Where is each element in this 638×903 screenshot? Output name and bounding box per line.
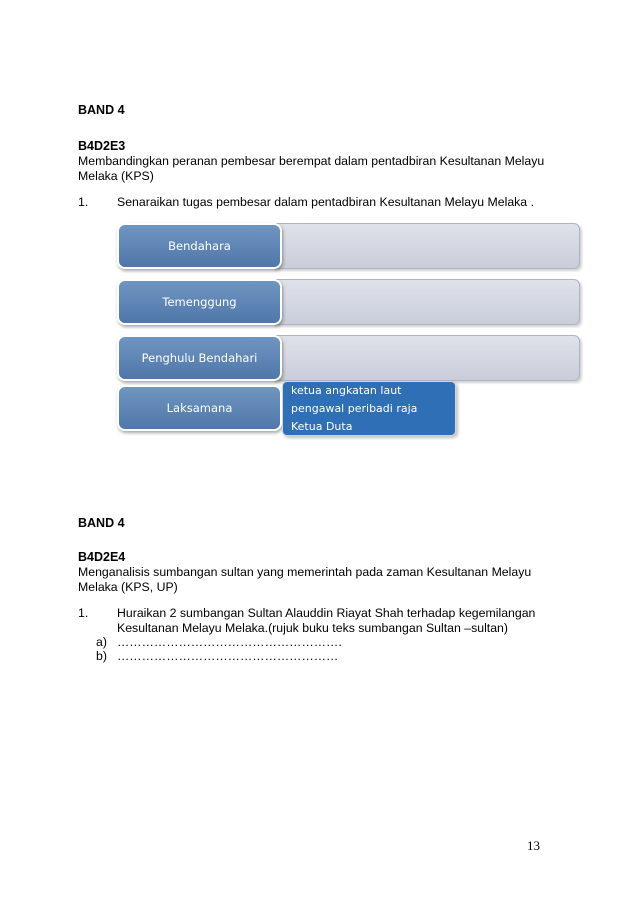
question-text-2-line1: Huraikan 2 sumbangan Sultan Alauddin Riayat Shah terhadap kegemilangan bbox=[117, 606, 536, 620]
answer-bar-penghulu-bendahari bbox=[270, 335, 580, 381]
question-number-2: 1. bbox=[78, 606, 89, 620]
official-laksamana: Laksamana bbox=[117, 385, 282, 431]
answer-a-label: a) bbox=[96, 635, 107, 649]
objective-code-2: B4D2E4 bbox=[78, 550, 126, 564]
objective-desc-1-line1: Membandingkan peranan pembesar berempat dalam pentadbiran Kesultanan Melayu bbox=[78, 154, 545, 168]
objective-desc-2-line1: Menganalisis sumbangan sultan yang memerintah pada zaman Kesultanan Melayu bbox=[78, 565, 532, 579]
question-text-2-line2: Kesultanan Melayu Melaka.(rujuk buku teks sumbangan Sultan –sultan) bbox=[117, 621, 508, 635]
band-heading-1: BAND 4 bbox=[78, 103, 125, 117]
laksamana-duty: Ketua Duta bbox=[291, 420, 353, 433]
question-text-1: Senaraikan tugas pembesar dalam pentadbiran Kesultanan Melayu Melaka . bbox=[117, 195, 534, 209]
official-temenggung: Temenggung bbox=[117, 279, 282, 325]
objective-code-1: B4D2E3 bbox=[78, 139, 126, 153]
official-bendahara: Bendahara bbox=[117, 223, 282, 269]
laksamana-duty: pengawal peribadi raja bbox=[291, 402, 418, 415]
objective-desc-1-line2: Melaka (KPS) bbox=[78, 169, 154, 183]
answer-b-line[interactable]: ……………………………………………… bbox=[117, 649, 339, 663]
answer-b-label: b) bbox=[96, 649, 107, 663]
page-number: 13 bbox=[527, 838, 540, 853]
answer-bar-bendahara bbox=[270, 223, 580, 269]
official-penghulu-bendahari: Penghulu Bendahari bbox=[117, 335, 282, 381]
objective-desc-2-line2: Melaka (KPS, UP) bbox=[78, 580, 178, 594]
laksamana-duty: ketua angkatan laut bbox=[291, 384, 402, 397]
band-heading-2: BAND 4 bbox=[78, 516, 125, 530]
question-number-1: 1. bbox=[78, 195, 89, 209]
answer-a-line[interactable]: ………………………………………………. bbox=[117, 635, 342, 649]
laksamana-duties-box bbox=[282, 381, 456, 436]
answer-bar-temenggung bbox=[270, 279, 580, 325]
